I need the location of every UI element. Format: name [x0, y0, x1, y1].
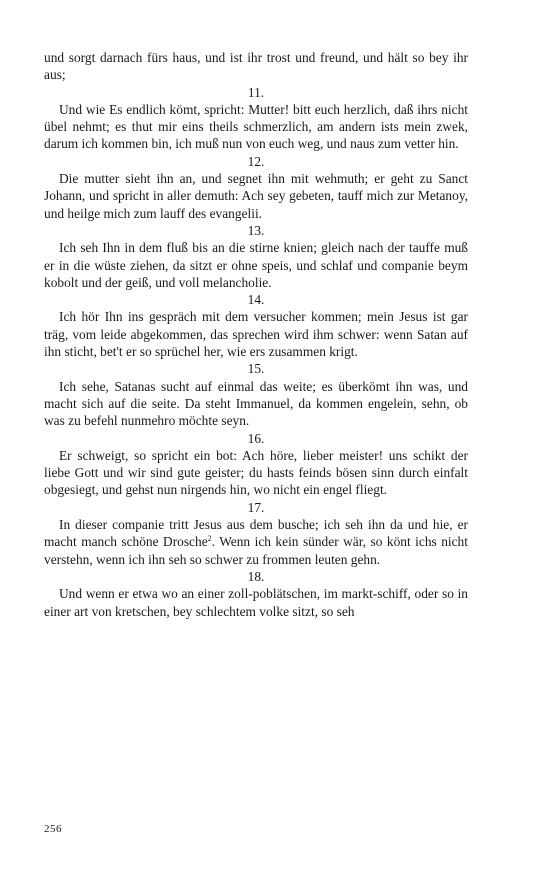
stanza-number-14: 14. [247, 292, 265, 308]
page-body [44, 49, 468, 620]
stanza-number-18: 18. [247, 568, 265, 584]
stanza-number-13: 13. [247, 222, 265, 238]
stanza-12: Die mutter sieht ihn an, und segnet ihn mit wehmuth; er geht zu Sanct Johann, und spricht in aller demuth: Ach sey gebeten, tauff mich zur Metanoy, und heilge mich zum lauff des evangelii. [44, 171, 468, 221]
stanza-16: Er schweigt, so spricht ein bot: Ach höre, lieber meister! uns schikt der liebe Gott und wir sind gute geister; du hasts feinds bösen sinn durch einfalt obgesiegt, und gehst nun nirgends hin, wo nicht ein engel fliegt. [44, 447, 468, 498]
stanza-14: Ich hör Ihn ins gespräch mit dem versucher kommen; mein Jesus ist gar träg, vom leide abgekommen, das sprechen wird ihm schwer: wenn Satan auf ihn sticht, bet't er so sprüchel her, wie ers zusammen krigt. [44, 309, 468, 360]
stanza-number-16: 16. [247, 430, 265, 446]
page-number: 256 [44, 823, 62, 835]
stanza-number-15: 15. [247, 361, 265, 377]
paragraph-continued: und sorgt darnach fürs haus, und ist ihr trost und freund, und hält so bey ihr aus; [44, 50, 468, 83]
stanza-17-text: In dieser companie tritt Jesus aus dem busche; ich seh ihn da und hie, er macht manch schöne Drosche [44, 517, 468, 550]
footnote-mark: 2 [207, 534, 212, 544]
stanza-number-17: 17. [247, 499, 265, 515]
stanza-17-text-continued: . Wenn ich kein sünder wär, so könt ichs nicht verstehn, wenn ich ihn seh so schwer zu frommen leuten gehn. [44, 534, 468, 567]
stanza-number-11: 11. [247, 84, 265, 100]
stanza-11: Und wie Es endlich kömt, spricht: Mutter! bitt euch herzlich, daß ihrs nicht übel nehmt; es thut mir eins theils schmerzlich, am andern ists mein zwek, darum ich kommen bin, ich muß nun von euch weg, und naus zum vetter hin. [44, 101, 468, 152]
stanza-13: Ich seh Ihn in dem fluß bis an die stirne knien; gleich nach der tauffe muß er in die wüste ziehen, da sitzt er ohne speis, und schlaf und companie beym kobolt und der geiß, und voll melancholie. [44, 240, 468, 290]
stanza-17 [44, 516, 468, 568]
stanza-15: Ich sehe, Satanas sucht auf einmal das weite; es überkömt ihn was, und macht sich auf die seite. Da steht Immanuel, da kommen engelein, sehn, ob was zu befehl nunmehro möchte seyn. [44, 378, 468, 429]
stanza-18: Und wenn er etwa wo an einer zoll-poblätschen, im markt-schiff, oder so in einer art von kretschen, bey schlechtem volke sitzt, so seh [44, 586, 468, 619]
stanza-number-12: 12. [247, 153, 265, 169]
